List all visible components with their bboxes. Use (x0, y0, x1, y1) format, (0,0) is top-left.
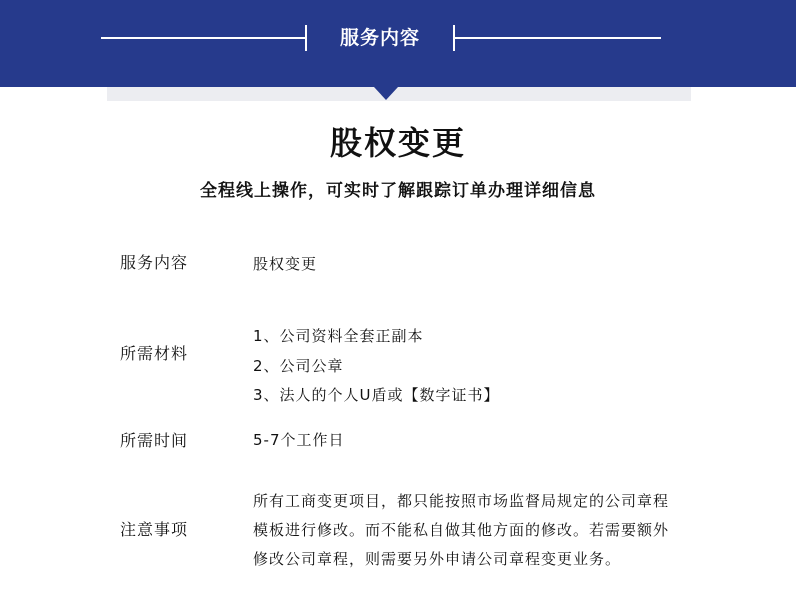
banner-left-line (101, 37, 305, 39)
materials-label: 所需材料 (120, 344, 189, 363)
banner-title: 服务内容 (339, 27, 420, 49)
banner-right-line (455, 37, 661, 39)
time-label: 所需时间 (120, 431, 189, 450)
service-value: 股权变更 (253, 255, 318, 273)
banner-shadow-band (107, 87, 691, 101)
header-banner (0, 0, 796, 87)
notes-text: 所有工商变更项目，都只能按照市场监督局规定的公司章程模板进行修改。而不能私自做其他方面的修改。若需要额外修改公司章程，则需要另外申请公司章程变更业务。 (253, 492, 670, 568)
service-label: 服务内容 (120, 253, 189, 272)
banner-left-tick (305, 25, 307, 51)
banner-pointer-arrow (374, 87, 398, 100)
notes-label: 注意事项 (120, 520, 189, 539)
materials-item-1: 1、公司资料全套正副本 (253, 327, 424, 345)
time-value: 5-7个工作日 (253, 431, 345, 449)
materials-item-2: 2、公司公章 (253, 357, 344, 375)
materials-item-3: 3、法人的个人U盾或【数字证书】 (253, 386, 500, 404)
page-subtitle: 全程线上操作，可实时了解跟踪订单办理详细信息 (200, 181, 596, 201)
page-title: 股权变更 (329, 124, 466, 162)
